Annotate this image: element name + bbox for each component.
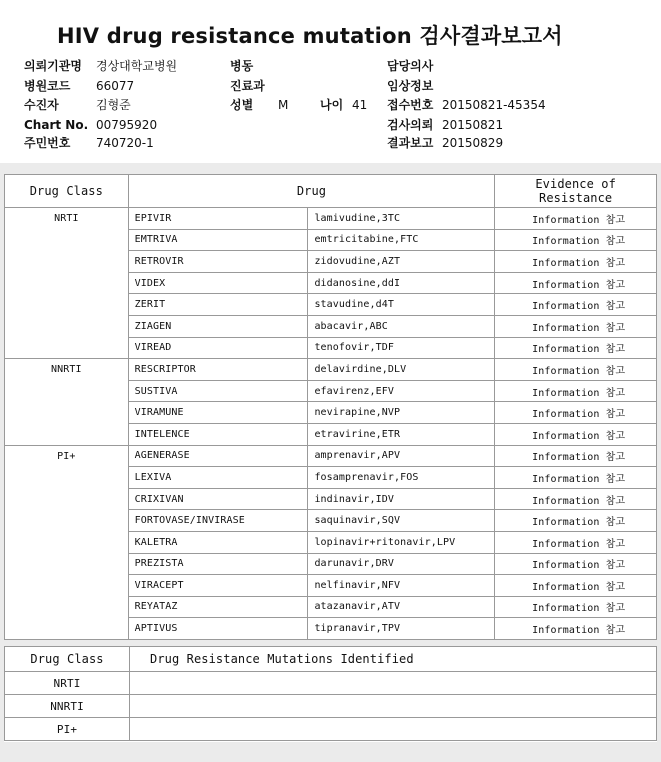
evidence-cell: Information 참고 bbox=[495, 553, 657, 575]
institution-label: 의뢰기관명 bbox=[24, 59, 82, 73]
drug-brand-name: PREZISTA bbox=[128, 553, 308, 575]
drug-brand-name: EMTRIVA bbox=[128, 229, 308, 251]
drug-table-body bbox=[5, 208, 657, 640]
drug-generic-name: delavirdine,DLV bbox=[308, 359, 495, 381]
drug-brand-name: ZERIT bbox=[128, 294, 308, 316]
drug-generic-name: nevirapine,NVP bbox=[308, 402, 495, 424]
age-label: 나이 bbox=[320, 98, 344, 112]
drug-header: Drug bbox=[128, 175, 495, 208]
age-value: 41 bbox=[352, 98, 368, 112]
drug-row bbox=[5, 208, 657, 230]
drug-class-cell: NNRTI bbox=[5, 359, 129, 445]
mutation-class-cell: NRTI bbox=[5, 672, 130, 695]
drug-row bbox=[5, 445, 657, 467]
mutation-table-header bbox=[5, 647, 657, 672]
evidence-cell: Information 참고 bbox=[495, 618, 657, 640]
drug-generic-name: tenofovir,TDF bbox=[308, 337, 495, 359]
evidence-cell: Information 참고 bbox=[495, 272, 657, 294]
report-title: HIV drug resistance mutation 검사결과보고서 bbox=[57, 24, 563, 48]
chart-no-label: Chart No. bbox=[24, 118, 89, 132]
evidence-cell: Information 참고 bbox=[495, 251, 657, 273]
drug-brand-name: REYATAZ bbox=[128, 596, 308, 618]
evidence-cell: Information 참고 bbox=[495, 445, 657, 467]
clinical-info-label: 임상정보 bbox=[387, 79, 434, 93]
mutation-panel bbox=[4, 646, 657, 742]
chart-no-value: 00795920 bbox=[96, 118, 158, 132]
mutation-row bbox=[5, 672, 657, 695]
drug-brand-name: LEXIVA bbox=[128, 467, 308, 489]
drug-generic-name: lamivudine,3TC bbox=[308, 208, 495, 230]
mutation-class-cell: PI+ bbox=[5, 718, 130, 741]
evidence-cell: Information 참고 bbox=[495, 229, 657, 251]
drug-generic-name: fosamprenavir,FOS bbox=[308, 467, 495, 489]
drug-table bbox=[4, 174, 657, 640]
drug-brand-name: VIRACEPT bbox=[128, 575, 308, 597]
drug-generic-name: lopinavir+ritonavir,LPV bbox=[308, 531, 495, 553]
report-header bbox=[0, 0, 661, 163]
institution-value: 경상대학교병원 bbox=[96, 59, 178, 73]
drug-brand-name: EPIVIR bbox=[128, 208, 308, 230]
evidence-cell: Information 참고 bbox=[495, 337, 657, 359]
drug-generic-name: darunavir,DRV bbox=[308, 553, 495, 575]
drug-table-header bbox=[5, 175, 657, 208]
hospital-code-value: 66077 bbox=[96, 79, 135, 93]
drug-generic-name: efavirenz,EFV bbox=[308, 380, 495, 402]
sex-label: 성별 bbox=[230, 98, 254, 112]
drug-class-header: Drug Class bbox=[5, 175, 129, 208]
drug-generic-name: tipranavir,TPV bbox=[308, 618, 495, 640]
drug-brand-name: RESCRIPTOR bbox=[128, 359, 308, 381]
drug-brand-name: KALETRA bbox=[128, 531, 308, 553]
drug-brand-name: INTELENCE bbox=[128, 423, 308, 445]
request-date-value: 20150821 bbox=[442, 118, 504, 132]
sex-value: M bbox=[278, 98, 289, 112]
mutations-cell bbox=[130, 672, 657, 695]
drug-row bbox=[5, 359, 657, 381]
drug-generic-name: stavudine,d4T bbox=[308, 294, 495, 316]
mutations-header: Drug Resistance Mutations Identified bbox=[130, 647, 657, 672]
evidence-cell: Information 참고 bbox=[495, 510, 657, 532]
evidence-cell: Information 참고 bbox=[495, 467, 657, 489]
mutation-class-header: Drug Class bbox=[5, 647, 130, 672]
evidence-header: Evidence of Resistance bbox=[495, 175, 657, 208]
drug-generic-name: atazanavir,ATV bbox=[308, 596, 495, 618]
patient-label: 수진자 bbox=[24, 98, 59, 112]
evidence-cell: Information 참고 bbox=[495, 531, 657, 553]
hospital-code-label: 병원코드 bbox=[24, 79, 71, 93]
drug-class-cell: PI+ bbox=[5, 445, 129, 639]
drug-generic-name: zidovudine,AZT bbox=[308, 251, 495, 273]
mutation-class-cell: NNRTI bbox=[5, 695, 130, 718]
drug-generic-name: indinavir,IDV bbox=[308, 488, 495, 510]
evidence-cell: Information 참고 bbox=[495, 294, 657, 316]
drug-generic-name: emtricitabine,FTC bbox=[308, 229, 495, 251]
evidence-cell: Information 참고 bbox=[495, 315, 657, 337]
drug-brand-name: VIRAMUNE bbox=[128, 402, 308, 424]
evidence-cell: Information 참고 bbox=[495, 380, 657, 402]
attending-doctor-label: 담당의사 bbox=[387, 59, 434, 73]
drug-generic-name: saquinavir,SQV bbox=[308, 510, 495, 532]
evidence-cell: Information 참고 bbox=[495, 423, 657, 445]
evidence-cell: Information 참고 bbox=[495, 488, 657, 510]
drug-generic-name: etravirine,ETR bbox=[308, 423, 495, 445]
receipt-no-label: 접수번호 bbox=[387, 98, 434, 112]
drug-brand-name: APTIVUS bbox=[128, 618, 308, 640]
patient-value: 김형준 bbox=[96, 98, 131, 112]
resident-no-label: 주민번호 bbox=[24, 136, 71, 150]
evidence-cell: Information 참고 bbox=[495, 575, 657, 597]
resident-no-value: 740720-1 bbox=[96, 136, 154, 150]
mutation-row bbox=[5, 718, 657, 741]
ward-label: 병동 bbox=[230, 59, 254, 73]
request-date-label: 검사의뢰 bbox=[387, 118, 434, 132]
drug-class-cell: NRTI bbox=[5, 208, 129, 359]
receipt-no-value: 20150821-45354 bbox=[442, 98, 546, 112]
evidence-cell: Information 참고 bbox=[495, 596, 657, 618]
drug-brand-name: VIREAD bbox=[128, 337, 308, 359]
evidence-cell: Information 참고 bbox=[495, 359, 657, 381]
drug-generic-name: amprenavir,APV bbox=[308, 445, 495, 467]
drug-brand-name: ZIAGEN bbox=[128, 315, 308, 337]
mutations-cell bbox=[130, 718, 657, 741]
report-date-label: 결과보고 bbox=[387, 136, 434, 150]
evidence-cell: Information 참고 bbox=[495, 208, 657, 230]
mutations-cell bbox=[130, 695, 657, 718]
drug-resistance-panel bbox=[4, 174, 657, 640]
drug-brand-name: AGENERASE bbox=[128, 445, 308, 467]
drug-generic-name: abacavir,ABC bbox=[308, 315, 495, 337]
drug-brand-name: SUSTIVA bbox=[128, 380, 308, 402]
mutation-row bbox=[5, 695, 657, 718]
mutation-table bbox=[4, 646, 657, 741]
drug-generic-name: nelfinavir,NFV bbox=[308, 575, 495, 597]
drug-brand-name: CRIXIVAN bbox=[128, 488, 308, 510]
department-label: 진료과 bbox=[230, 79, 265, 93]
report-date-value: 20150829 bbox=[442, 136, 504, 150]
drug-brand-name: RETROVIR bbox=[128, 251, 308, 273]
mutation-table-body bbox=[5, 672, 657, 741]
drug-generic-name: didanosine,ddI bbox=[308, 272, 495, 294]
drug-brand-name: FORTOVASE/INVIRASE bbox=[128, 510, 308, 532]
drug-brand-name: VIDEX bbox=[128, 272, 308, 294]
evidence-cell: Information 참고 bbox=[495, 402, 657, 424]
